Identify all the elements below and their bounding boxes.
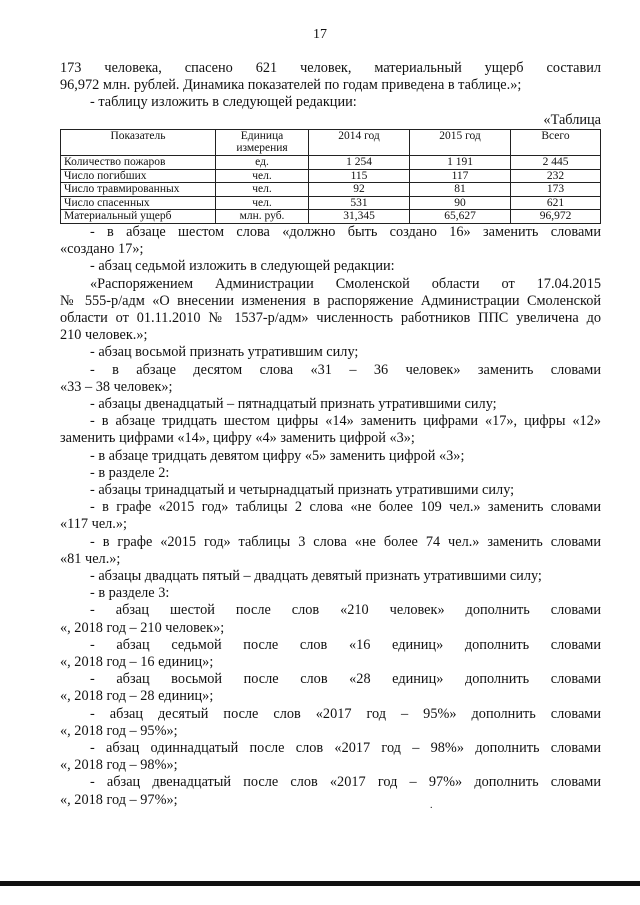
intro-line-2: 96,972 млн. рублей. Динамика показателей по годам приведена в таблице.»; <box>60 77 522 94</box>
text-line: - в абзаце тридцать девятом цифру «5» заменить цифрой «3»; <box>90 447 465 464</box>
cell: Число погибших <box>61 169 216 183</box>
text-line: - в абзаце десятом слова «31 – 36 человек» заменить словами <box>90 361 601 378</box>
text-line: заменить цифрами «14», цифру «4» заменить цифрой «3»; <box>60 430 415 447</box>
table-header-row <box>61 129 601 155</box>
text-line: «81 чел.»; <box>60 550 121 567</box>
cell: чел. <box>216 196 309 210</box>
cell: 1 254 <box>309 156 410 170</box>
cell: Число спасенных <box>61 196 216 210</box>
cell: ед. <box>216 156 309 170</box>
text-line: - в графе «2015 год» таблицы 3 слова «не более 74 чел.» заменить словами <box>90 533 601 550</box>
table-row <box>61 183 601 197</box>
cell: 81 <box>410 183 511 197</box>
text-line: «, 2018 год – 95%»; <box>60 722 178 739</box>
col-header-2014: 2014 год <box>309 129 410 155</box>
text-line: - в абзаце шестом слова «должно быть создано 16» заменить словами <box>90 223 601 240</box>
text-line: - абзац шестой после слов «210 человек» дополнить словами <box>90 602 601 619</box>
text-line: - абзац одиннадцатый после слов «2017 год – 98%» дополнить словами <box>90 740 601 757</box>
col-header-indicator: Показатель <box>61 129 216 155</box>
text-line: - в разделе 2: <box>90 464 170 481</box>
table-row <box>61 169 601 183</box>
table-row <box>61 156 601 170</box>
cell: Материальный ущерб <box>61 210 216 224</box>
intro-line-1: 173 человека, спасено 621 человек, материальный ущерб составил <box>60 60 601 76</box>
table-row <box>61 196 601 210</box>
cell: 531 <box>309 196 410 210</box>
table-caption: «Таблица <box>543 111 601 128</box>
cell: 232 <box>511 169 601 183</box>
col-header-2015: 2015 год <box>410 129 511 155</box>
cell: млн. руб. <box>216 210 309 224</box>
cell: чел. <box>216 183 309 197</box>
text-line: «33 – 38 человек»; <box>60 378 173 395</box>
cell: Количество пожаров <box>61 156 216 170</box>
document-body <box>60 60 601 809</box>
cell: 117 <box>410 169 511 183</box>
text-line: - абзац седьмой после слов «16 единиц» дополнить словами <box>90 636 601 653</box>
page-number: 17 <box>313 27 327 42</box>
table-row <box>61 210 601 224</box>
text-line: - абзацы тринадцатый и четырнадцатый признать утратившими силу; <box>90 482 515 499</box>
text-line: «, 2018 год – 16 единиц»; <box>60 654 214 671</box>
text-line: «Распоряжением Администрации Смоленской области от 17.04.2015 <box>90 275 601 292</box>
text-line: - абзацы двенадцатый – пятнадцатый признать утратившими силу; <box>90 396 497 412</box>
intro-line-3: - таблицу изложить в следующей редакции: <box>90 94 357 111</box>
text-line: «, 2018 год – 98%»; <box>60 757 178 774</box>
col-header-unit: Единица измерения <box>216 129 309 155</box>
cell: 65,627 <box>410 210 511 224</box>
text-line: области от 01.11.2010 № 1537-р/адм» численность работников ППС увеличена до <box>60 309 601 326</box>
text-line: - абзац восьмой после слов «28 единиц» дополнить словами <box>90 671 601 688</box>
fire-statistics-table <box>60 129 601 224</box>
stray-mark: . <box>430 800 433 811</box>
text-line: «, 2018 год – 28 единиц»; <box>60 688 214 705</box>
text-line: 210 человек.»; <box>60 327 148 344</box>
cell: 2 445 <box>511 156 601 170</box>
text-line: - в графе «2015 год» таблицы 2 слова «не более 109 чел.» заменить словами <box>90 499 601 516</box>
cell: 621 <box>511 196 601 210</box>
cell: 1 191 <box>410 156 511 170</box>
text-line: - абзац седьмой изложить в следующей редакции: <box>90 258 395 275</box>
cell: 173 <box>511 183 601 197</box>
text-line: «, 2018 год – 210 человек»; <box>60 619 225 636</box>
cell: 96,972 <box>511 210 601 224</box>
text-line: - в абзаце тридцать шестом цифры «14» заменить цифрами «17», цифры «12» <box>90 413 601 430</box>
text-line: - абзац двенадцатый после слов «2017 год – 97%» дополнить словами <box>90 774 601 791</box>
text-line: № 555-р/адм «О внесении изменения в распоряжение Администрации Смоленской <box>60 292 601 309</box>
col-header-total: Всего <box>511 129 601 155</box>
cell: 90 <box>410 196 511 210</box>
cell: Число травмированных <box>61 183 216 197</box>
text-line: «117 чел.»; <box>60 516 128 533</box>
text-line: - абзац десятый после слов «2017 год – 95%» дополнить словами <box>90 705 601 722</box>
cell: чел. <box>216 169 309 183</box>
text-line: «, 2018 год – 97%»; <box>60 791 178 808</box>
cell: 31,345 <box>309 210 410 224</box>
cell: 115 <box>309 169 410 183</box>
text-line: «создано 17»; <box>60 241 144 258</box>
text-line: - абзацы двадцать пятый – двадцать девятый признать утратившими силу; <box>90 568 542 585</box>
cell: 92 <box>309 183 410 197</box>
footer-rule <box>0 881 640 886</box>
text-line: - в разделе 3: <box>90 585 170 602</box>
text-line: - абзац восьмой признать утратившим силу; <box>90 344 359 361</box>
